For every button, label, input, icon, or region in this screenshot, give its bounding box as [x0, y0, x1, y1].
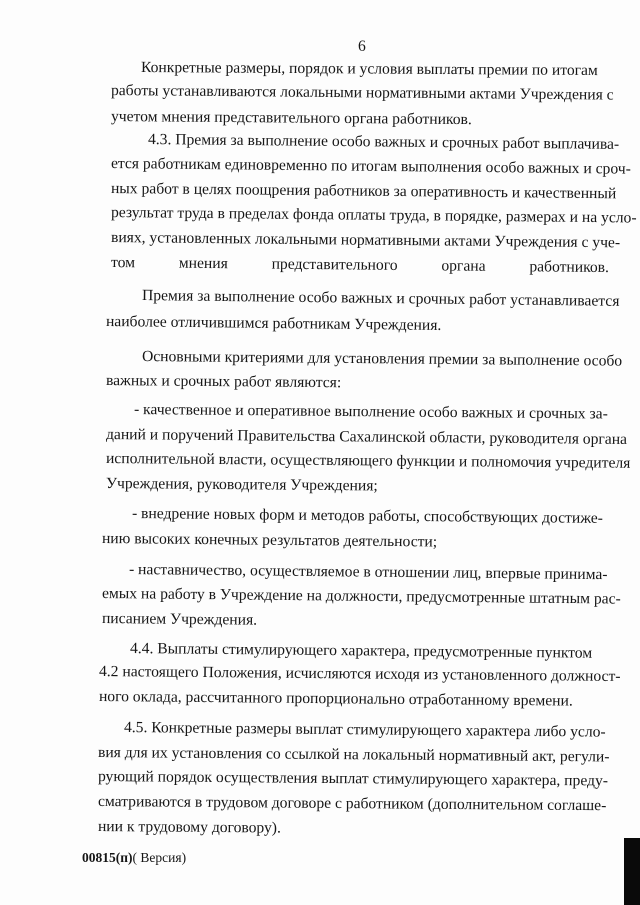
text-line: ного оклада, рассчитанного пропорционально отработанному времени. [98, 688, 573, 710]
text-line: 4.4. Выплаты стимулирующего характера, предусмотренные пунктом [129, 640, 593, 662]
page-number: 6 [358, 38, 366, 55]
text-line: виях, установленных локальными нормативными актами Учреждения с уче- [110, 229, 621, 252]
text-line: ется работникам единовременно по итогам выполнения особо важных и сроч- [110, 155, 631, 178]
text-line: наиболее отличившимся работникам Учреждения. [105, 313, 442, 334]
text-line: 4.3. Премия за выполнение особо важных и срочных работ выплачива- [147, 131, 620, 153]
text-line: исполнительной власти, осуществляющего функции и полномочия учредителя [105, 450, 631, 472]
text-line: - наставничество, осуществляемое в отношении лиц, впервые принима- [128, 561, 608, 584]
document-version: ( Версия) [132, 850, 187, 865]
text-line: результат труда в пределах фонда оплаты труда, в порядке, размерах и на усло- [110, 204, 637, 227]
text-line: важных и срочных работ являются: [105, 372, 342, 392]
text-line: - качественное и оперативное выполнение особо важных и срочных за- [133, 401, 608, 423]
text-line: Конкретные размеры, порядок и условия выплаты премии по итогам [140, 59, 598, 80]
text-line: - внедрение новых форм и методов работы, способствующих достиже- [131, 505, 604, 527]
text-line: сматриваются в трудовом договоре с работником (дополнительном соглаше- [97, 793, 607, 815]
text-line: Премия за выполнение особо важных и срочных работ устанавливается [141, 287, 620, 310]
document-code: 00815(п) [82, 850, 133, 865]
text-line: нии к трудовому договору). [97, 818, 282, 837]
scan-edge-mark [624, 838, 640, 905]
text-line: Основными критериями для установления премии за выполнение особо [141, 348, 623, 370]
text-line: 4.2 настоящего Положения, исчисляются исходя из установленного должност- [98, 663, 621, 686]
text-line: том мнения представительного органа работников. [110, 254, 610, 277]
text-line: рующий порядок осуществления выплат стимулирующего характера, преду- [97, 768, 609, 790]
text-line: емых на работу в Учреждение на должности, предусмотренные штатным рас- [101, 585, 621, 608]
text-line: даний и поручений Правительства Сахалинской области, руководителя органа [105, 426, 628, 449]
text-line: ных работ в целях поощрения работников за оперативность и качественный [110, 180, 617, 203]
text-line: вия для их установления со ссылкой на локальный нормативный акт, регули- [97, 744, 610, 766]
text-line: 4.5. Конкретные размеры выплат стимулирующего характера либо усло- [123, 719, 606, 741]
text-line: писанием Учреждения. [101, 610, 258, 629]
text-line: Учреждения, руководителя Учреждения; [105, 475, 378, 495]
text-line: работы устанавливаются локальными нормативными актами Учреждения с [110, 82, 614, 104]
text-line: учетом мнения представительного органа работников. [110, 108, 472, 129]
footer-code [82, 850, 186, 866]
text-line: нию высоких конечных результатов деятельности; [101, 530, 438, 551]
